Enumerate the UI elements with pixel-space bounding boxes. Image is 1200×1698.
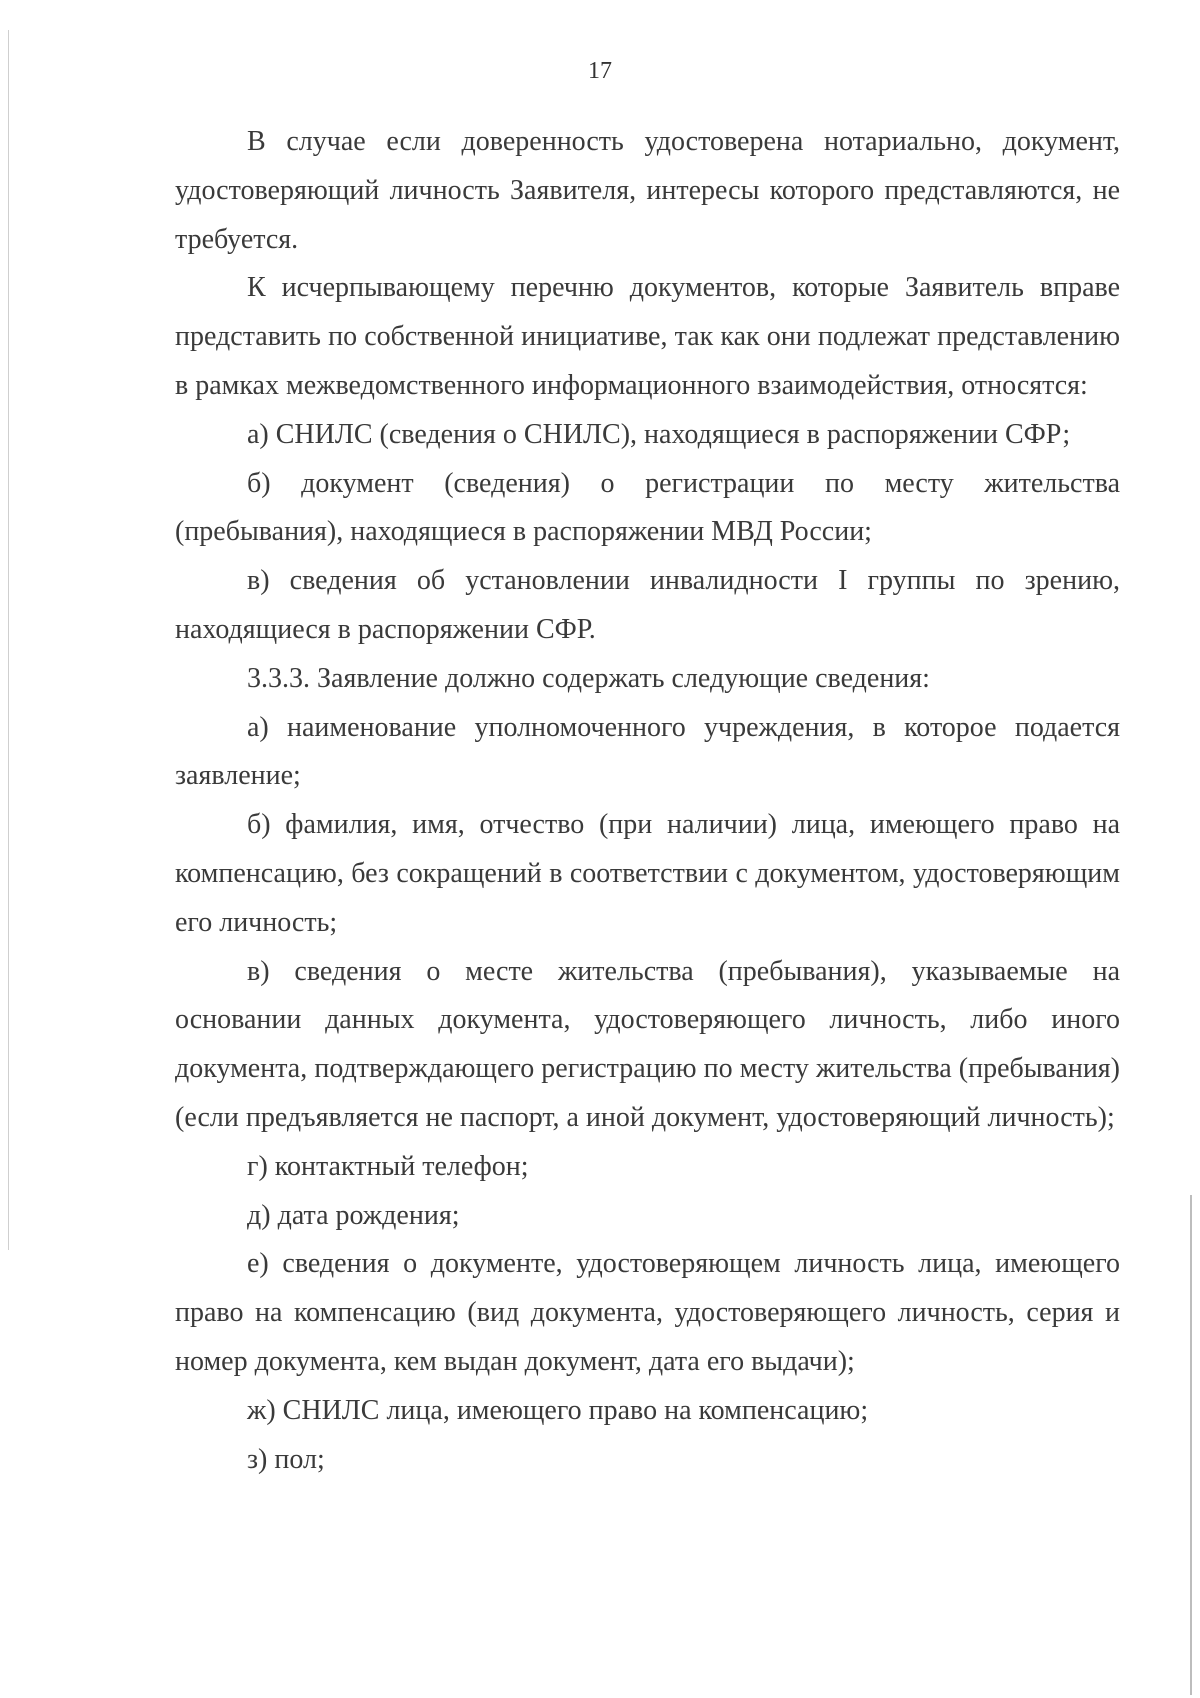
list-item-registration: б) документ (сведения) о регистрации по месту жительства (пребывания), находящиеся в распоряжении МВД России; <box>175 467 1120 548</box>
list-item-snils: а) СНИЛС (сведения о СНИЛС), находящиеся в распоряжении СФР; <box>247 418 1071 450</box>
paragraph-interagency-documents: К исчерпывающему перечню документов, которые Заявитель вправе представить по собственной инициативе, так как они подлежат представлению в рамках межведомственного информационного взаимодействия, относятся: <box>175 272 1120 401</box>
list-item-disability: в) сведения об установлении инвалидности I группы по зрению, находящиеся в распоряжении СФР. <box>175 565 1120 645</box>
document-body <box>175 118 1120 1484</box>
list-item-phone: г) контактный телефон; <box>247 1150 529 1182</box>
scan-edge-left <box>8 30 9 1250</box>
list-item-person-snils: ж) СНИЛС лица, имеющего право на компенсацию; <box>247 1394 869 1426</box>
paragraph-notarial-proxy: В случае если доверенность удостоверена нотариально, документ, удостоверяющий личность Заявителя, интересы которого представляются, не требуется. <box>175 126 1120 255</box>
page-number: 17 <box>588 58 612 84</box>
list-item-birth-date: д) дата рождения; <box>247 1199 460 1231</box>
list-item-residence: в) сведения о месте жительства (пребывания), указываемые на основании данных документа, удостоверяющего личность, либо иного документа, подтверждающего регистрацию по месту жительства (пребывания) (если предъявляется не паспорт, а иной документ, удостоверяющий личность); <box>175 955 1120 1133</box>
list-item-institution-name: а) наименование уполномоченного учреждения, в которое подается заявление; <box>175 711 1120 792</box>
list-item-sex: з) пол; <box>247 1443 325 1475</box>
section-heading-3-3-3: 3.3.3. Заявление должно содержать следующие сведения: <box>247 662 930 694</box>
list-item-full-name: б) фамилия, имя, отчество (при наличии) лица, имеющего право на компенсацию, без сокращений в соответствии с документом, удостоверяющим его личность; <box>175 809 1120 938</box>
list-item-id-document: е) сведения о документе, удостоверяющем личность лица, имеющего право на компенсацию (вид документа, удостоверяющего личность, серия и номер документа, кем выдан документ, дата его выдачи); <box>175 1248 1120 1377</box>
scan-edge-right <box>1190 1195 1192 1695</box>
